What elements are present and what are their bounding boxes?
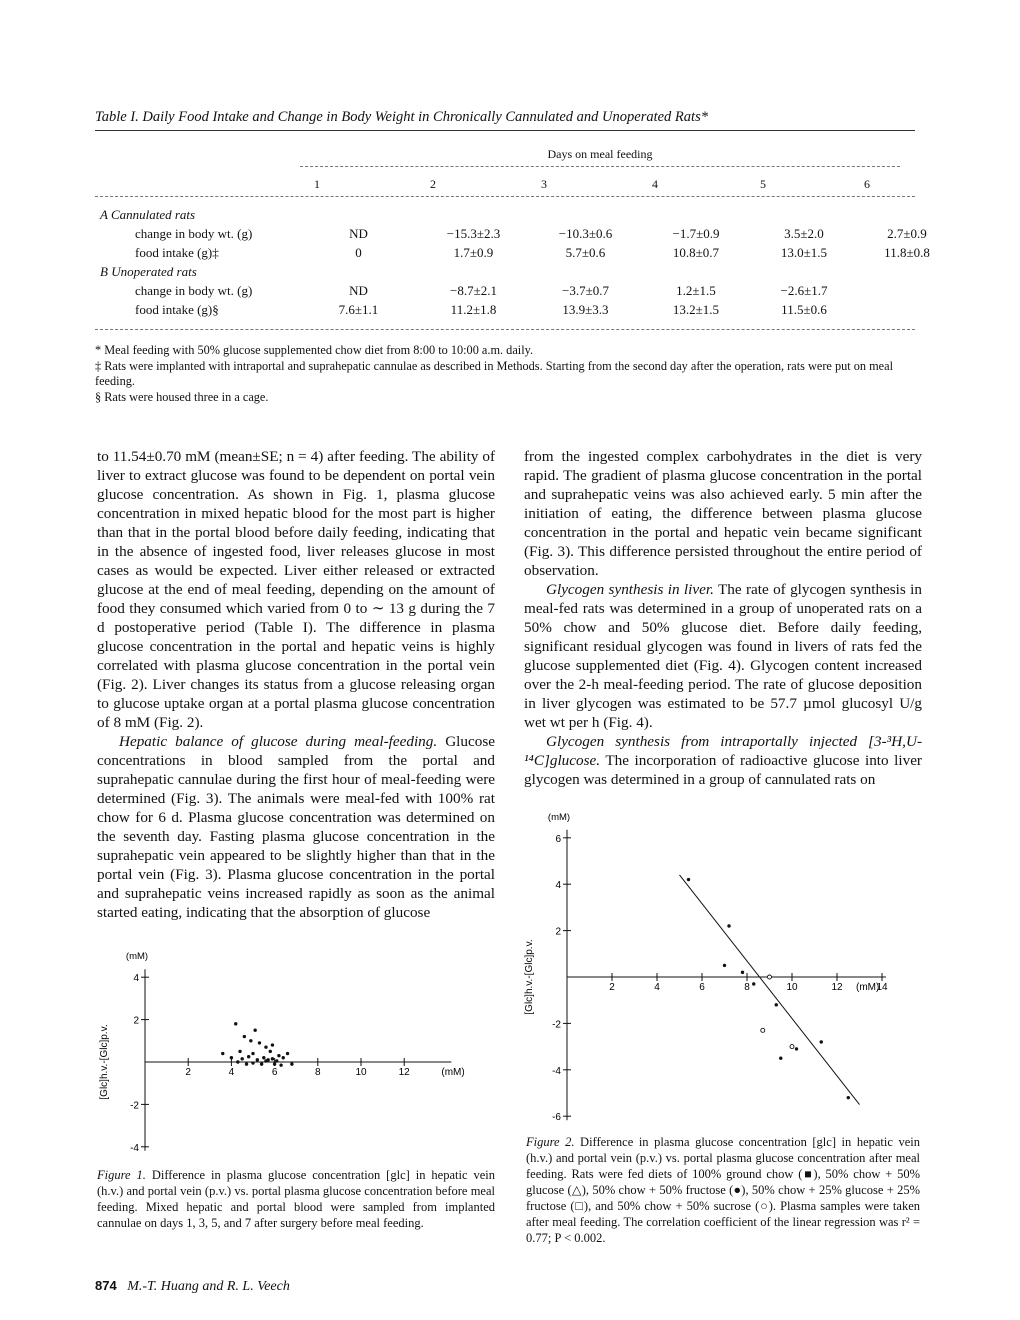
run-in-heading: Hepatic balance of glucose during meal-feeding. <box>119 733 438 750</box>
table-footnotes <box>95 343 910 405</box>
data-point <box>779 1057 782 1060</box>
y-tick-label: -2 <box>130 1100 139 1112</box>
data-point <box>741 971 744 974</box>
cell: 1.2±1.5 <box>676 283 716 298</box>
data-point <box>234 1022 237 1025</box>
x-tick-label: 4 <box>654 982 660 993</box>
y-tick-label: 2 <box>555 926 561 938</box>
data-point <box>275 1059 278 1062</box>
footnote: ‡ Rats were implanted with intraportal and suprahepatic cannulae as described in Methods. Starting from the second day after the operation, rats were put on meal feeding. <box>95 358 894 388</box>
data-point <box>286 1052 289 1055</box>
y-unit-label: (mM) <box>125 951 149 963</box>
data-point <box>847 1096 850 1099</box>
table-bottom-rule <box>95 329 915 330</box>
data-point <box>256 1058 259 1061</box>
group-row <box>100 205 957 224</box>
cell: 13.2±1.5 <box>672 302 720 317</box>
cell: 3.5±2.0 <box>784 226 824 241</box>
run-in-heading: Glycogen synthesis in liver. <box>546 581 714 598</box>
data-point <box>245 1062 248 1065</box>
y-tick-label: 2 <box>133 1015 139 1027</box>
data-point <box>761 1028 765 1032</box>
y-unit-label: (mM) <box>547 811 571 823</box>
y-tick-label: -2 <box>552 1019 561 1031</box>
y-tick-label: 4 <box>555 880 561 892</box>
table-row <box>100 243 957 262</box>
data-point <box>277 1054 280 1057</box>
y-tick-label: -4 <box>552 1065 561 1077</box>
figure-2-chart <box>520 810 930 1125</box>
cell: −15.3±2.3 <box>446 226 501 241</box>
cell: −1.7±0.9 <box>672 226 720 241</box>
right-column <box>524 447 922 789</box>
cell: 11.8±0.8 <box>884 245 930 260</box>
run-in-heading: Glycogen synthesis from intraportally injected [3-³H,U-¹⁴C]glucose. <box>524 733 922 769</box>
col-header: 3 <box>541 177 547 191</box>
y-tick-label: -6 <box>552 1112 561 1124</box>
data-point <box>820 1040 823 1043</box>
data-point <box>251 1061 254 1064</box>
data-point <box>795 1047 798 1050</box>
paragraph: from the ingested complex carbohydrates in the diet is very rapid. The gradient of plasma glucose concentration in the portal and suprahepatic veins was also achieved early. 5 min after the initiation of eating, the difference between plasma glucose concentration in the portal and hepatic vein became significant (Fig. 3). This difference persisted throughout the entire period of observation. <box>524 448 922 579</box>
cell: 7.6±1.1 <box>338 302 379 317</box>
data-point <box>264 1059 267 1062</box>
cell: ND <box>349 226 368 241</box>
col-header: 1 <box>314 177 320 191</box>
y-axis-label: [Glc]h.v.-[Glc]p.v. <box>524 939 535 1015</box>
data-table <box>100 205 957 319</box>
cell: 11.2±1.8 <box>450 302 497 317</box>
figure-1-caption: Figure 1. Difference in plasma glucose concentration [glc] in hepatic vein (h.v.) and portal vein (p.v.) vs. portal plasma glucose concentration before meal feeding. Mixed hepatic and portal blood were sampled from implanted cannulae on days 1, 3, 5, and 7 after surgery before meal feeding. <box>97 1168 495 1230</box>
y-tick-label: -4 <box>130 1142 139 1154</box>
data-point <box>253 1029 256 1032</box>
cell: 11.5±0.6 <box>781 302 827 317</box>
x-tick-label: 2 <box>185 1067 191 1078</box>
header-rule <box>95 196 915 197</box>
group-row <box>100 262 957 281</box>
row-label: change in body wt. (g) <box>135 283 253 298</box>
cell: −3.7±0.7 <box>562 283 609 298</box>
data-point <box>262 1056 265 1059</box>
left-column <box>97 447 495 922</box>
cell: 10.8±0.7 <box>672 245 720 260</box>
cell: −10.3±0.6 <box>558 226 613 241</box>
figure-1-chart <box>95 935 495 1165</box>
x-axis-label: (mM) <box>441 1067 465 1078</box>
data-point <box>264 1045 267 1048</box>
cell <box>857 300 957 319</box>
cell: 1.7±0.9 <box>453 245 494 260</box>
footnote: * Meal feeding with 50% glucose supplemented chow diet from 8:00 to 10:00 a.m. daily. <box>95 343 534 357</box>
paragraph: Hepatic balance of glucose during meal-feeding. Glucose concentrations in blood sampled from the portal and suprahepatic cannulae during the first hour of meal-feeding were determined (Fig. 3). The animals were meal-fed with 100% rat chow for 6 d. Plasma glucose concentration was determined on the seventh day. Fasting plasma glucose concentration in the suprahepatic vein appeared to be slightly higher than that in the portal vein (Fig. 3). Plasma glucose concentration in the portal and suprahepatic veins increased rapidly as soon as the animal started eating, indicating that the absorption of glucose <box>97 733 495 921</box>
cell: 2.7±0.9 <box>887 226 927 241</box>
page-folio <box>95 1278 290 1295</box>
x-tick-label: 6 <box>699 982 705 993</box>
data-point <box>221 1052 224 1055</box>
x-tick-label: 12 <box>831 982 843 993</box>
y-tick-label: 6 <box>555 833 561 845</box>
table-row <box>100 224 957 243</box>
data-point <box>243 1035 246 1038</box>
row-label: food intake (g)§ <box>135 302 219 317</box>
y-axis-label: [Glc]h.v.-[Glc]p.v. <box>99 1024 110 1100</box>
x-tick-label: 10 <box>355 1067 367 1078</box>
data-point <box>790 1045 794 1049</box>
data-point <box>723 964 726 967</box>
data-point <box>727 924 730 927</box>
x-tick-label: 8 <box>744 982 750 993</box>
cell: 5.7±0.6 <box>565 245 606 260</box>
x-tick-label: 2 <box>609 982 615 993</box>
data-point <box>271 1057 274 1060</box>
group-label: B Unoperated rats <box>100 264 197 279</box>
figure-2-caption: Figure 2. Difference in plasma glucose concentration [glc] in hepatic vein (h.v.) and portal vein (p.v.) vs. portal plasma glucose concentration after meal feeding. Rats were fed diets of 100% ground chow (■), 50% chow + 50% glucose (△), 50% chow + 50% fructose (●), 50% chow + 25% glucose + 25% fructose (□), and 50% chow + 50% sucrose (○). Plasma samples were taken after meal feeding. The correlation coefficient of the linear regression was r² = 0.77; P < 0.002. <box>526 1135 920 1245</box>
x-tick-label: 6 <box>271 1067 278 1078</box>
col-header: 4 <box>652 177 658 191</box>
row-label: food intake (g)‡ <box>135 245 219 260</box>
table-row <box>100 300 957 319</box>
cell: 13.0±1.5 <box>780 245 828 260</box>
cell: −8.7±2.1 <box>450 283 497 298</box>
x-axis-label: (mM) <box>856 982 880 993</box>
x-tick-label: 14 <box>876 982 888 993</box>
col-header: 6 <box>864 177 870 191</box>
data-point <box>241 1057 244 1060</box>
data-point <box>230 1056 233 1059</box>
x-tick-label: 12 <box>398 1067 410 1078</box>
data-point <box>290 1062 293 1065</box>
x-tick-label: 10 <box>786 982 798 993</box>
data-point <box>258 1041 261 1044</box>
footnote: § Rats were housed three in a cage. <box>95 389 269 404</box>
data-point <box>249 1039 252 1042</box>
data-point <box>279 1063 282 1066</box>
y-tick-label: 4 <box>133 973 139 985</box>
cell: 13.9±3.3 <box>562 302 609 317</box>
running-authors: M.-T. Huang and R. L. Veech <box>127 1279 290 1294</box>
data-point <box>752 982 755 985</box>
data-point <box>687 878 690 881</box>
cell: 0 <box>355 245 362 260</box>
data-point <box>282 1056 285 1059</box>
col-header: 5 <box>760 177 766 191</box>
x-tick-label: 4 <box>228 1067 235 1078</box>
x-tick-label: 8 <box>315 1067 321 1078</box>
cell: ND <box>349 283 368 298</box>
cell: −2.6±1.7 <box>780 283 828 298</box>
paragraph: Glycogen synthesis from intraportally injected [3-³H,U-¹⁴C]glucose. The incorporation of radioactive glucose into liver glycogen was determined in a group of cannulated rats on <box>524 733 922 788</box>
paragraph: to 11.54±0.70 mM (mean±SE; n = 4) after feeding. The ability of liver to extract glucose was found to be dependent on portal vein glucose concentration. As shown in Fig. 1, plasma glucose concentration in mixed hepatic blood for the most part is higher than that in the portal blood before daily feeding, indicating that in the absence of ingested food, liver releases glucose in most cases as would be expected. Liver either released or extracted glucose at the end of meal feeding, depending on the amount of food they consumed which varied from 0 to ∼ 13 g during the 7 d postoperative period (Table I). The difference in plasma glucose concentration in the portal and hepatic veins is highly correlated with plasma glucose concentration in the portal vein (Fig. 2). Liver changes its status from a glucose releasing organ to glucose uptake organ at a portal plasma glucose concentration of 8 mM (Fig. 2). <box>97 448 495 731</box>
group-label: A Cannulated rats <box>100 207 196 222</box>
cell <box>857 281 957 300</box>
data-point <box>768 975 772 979</box>
data-point <box>775 1003 778 1006</box>
data-point <box>247 1055 250 1058</box>
data-point <box>236 1060 239 1063</box>
days-header: Days on meal feeding <box>547 147 653 161</box>
table-row <box>100 281 957 300</box>
table-title: Table I. Daily Food Intake and Change in Body Weight in Chronically Cannulated and Unoperated Rats* <box>95 109 708 125</box>
page-number: 874 <box>95 1278 117 1293</box>
table-top-rule <box>95 130 915 131</box>
data-point <box>251 1052 254 1055</box>
paragraph: Glycogen synthesis in liver. The rate of glycogen synthesis in meal-fed rats was determined in a group of unoperated rats on a 50% chow and 50% glucose diet. Before daily feeding, significant residual glycogen was found in livers of rats fed the glucose supplemented diet (Fig. 4). Glycogen content increased over the 2-h meal-feeding period. The rate of glucose deposition in liver glycogen was estimated to be 57.7 µmol glucosyl U/g wet wt per h (Fig. 4). <box>524 581 922 731</box>
data-point <box>260 1062 263 1065</box>
days-rule <box>300 166 900 167</box>
col-header: 2 <box>430 177 436 191</box>
row-label: change in body wt. (g) <box>135 226 253 241</box>
data-point <box>273 1062 276 1065</box>
data-point <box>238 1050 241 1053</box>
data-point <box>271 1043 274 1046</box>
data-point <box>269 1050 272 1053</box>
